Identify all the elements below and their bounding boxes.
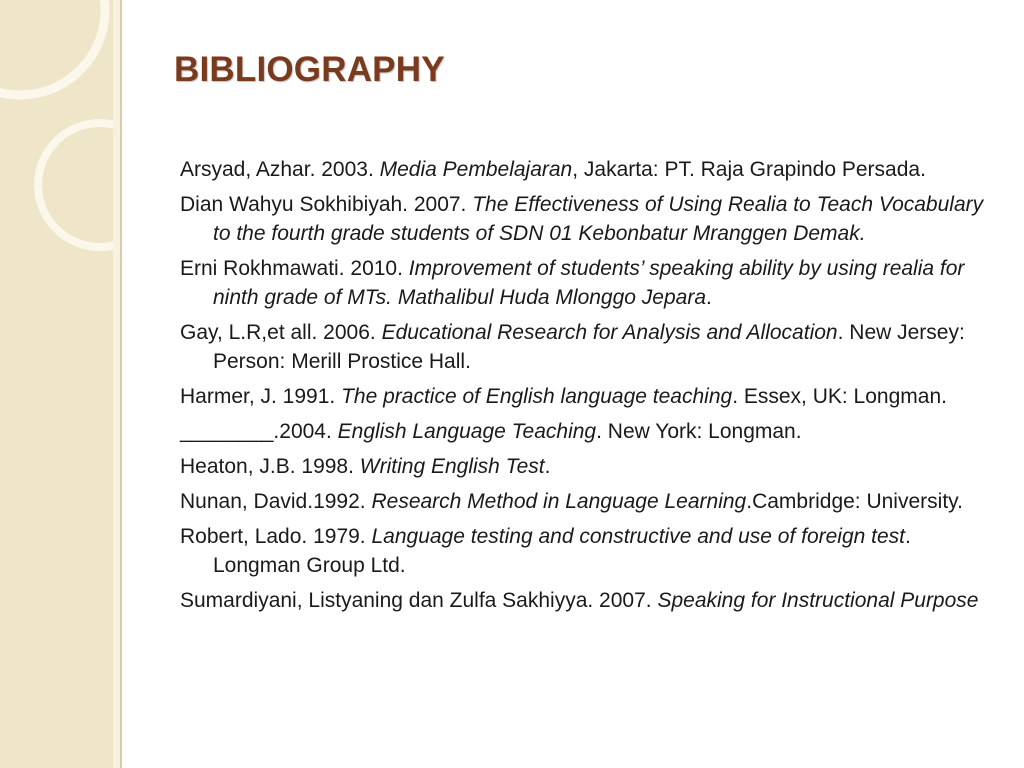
reference-publisher: .Cambridge: University. — [746, 490, 963, 513]
reference-author: Heaton, J.B. 1998. — [180, 455, 360, 478]
reference-title: Language testing and constructive and use of foreign test — [371, 525, 906, 548]
reference-author: ________.2004. — [180, 420, 338, 443]
reference-title: Educational Research for Analysis and Allocation — [381, 321, 838, 344]
reference-publisher: . New York: Longman. — [596, 420, 802, 443]
reference-item — [180, 586, 1000, 615]
reference-item — [180, 190, 1000, 248]
reference-publisher: . — [706, 286, 712, 309]
reference-author: Dian Wahyu Sokhibiyah. 2007. — [180, 193, 473, 216]
bibliography-list — [180, 155, 1000, 621]
reference-title: The Effectiveness of Using Realia to Teach Vocabulary to the fourth grade students of SDN 01 Kebonbatur Mranggen Demak. — [213, 193, 984, 245]
reference-item — [180, 155, 1000, 184]
reference-title: The practice of English language teaching — [341, 385, 733, 408]
reference-author: Robert, Lado. 1979. — [180, 525, 372, 548]
reference-item — [180, 487, 1000, 516]
reference-item — [180, 382, 1000, 411]
reference-author: Arsyad, Azhar. 2003. — [180, 158, 380, 181]
reference-title: Improvement of students’ speaking ability by using realia for ninth grade of MTs. Mathalibul Huda Mlonggo Jepara — [213, 257, 965, 309]
reference-title: Writing English Test — [359, 455, 545, 478]
reference-title: English Language Teaching — [337, 420, 597, 443]
reference-publisher: . New Jersey: Person: Merill Prostice Hall. — [213, 321, 965, 373]
reference-title: Media Pembelajaran — [379, 158, 573, 181]
reference-item — [180, 417, 1000, 446]
reference-publisher: . — [544, 455, 551, 478]
reference-author: Sumardiyani, Listyaning dan Zulfa Sakhiyya. 2007. — [180, 589, 658, 612]
reference-author: Nunan, David.1992. — [180, 490, 372, 513]
reference-publisher: . Essex, UK: Longman. — [732, 385, 947, 408]
side-rule-line — [120, 0, 122, 768]
reference-title: Speaking for Instructional Purpose — [657, 589, 979, 612]
decorative-side-panel — [0, 0, 113, 768]
reference-author: Harmer, J. 1991. — [180, 385, 342, 408]
decorative-circles-icon — [0, 0, 113, 768]
reference-item — [180, 254, 1000, 312]
reference-item — [180, 452, 1000, 481]
reference-title: Research Method in Language Learning — [371, 490, 747, 513]
page-title: BIBLIOGRAPHY — [174, 50, 445, 89]
reference-item — [180, 522, 1000, 580]
reference-publisher: , Jakarta: PT. Raja Grapindo Persada. — [572, 158, 926, 181]
reference-item — [180, 318, 1000, 376]
reference-author: Gay, L.R,et all. 2006. — [180, 321, 382, 344]
reference-publisher: . Longman Group Ltd. — [213, 525, 911, 577]
reference-author: Erni Rokhmawati. 2010. — [180, 257, 409, 280]
